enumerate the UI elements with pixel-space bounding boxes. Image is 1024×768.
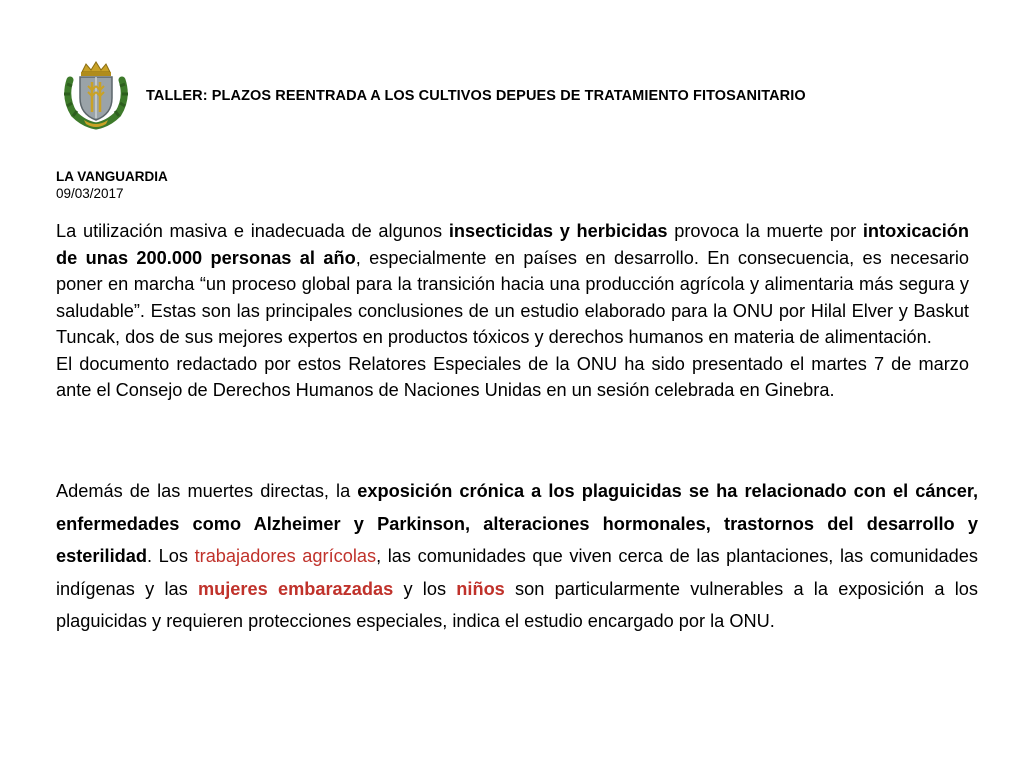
source-block xyxy=(56,168,168,202)
source-date: 09/03/2017 xyxy=(56,186,124,201)
article-body xyxy=(56,218,969,404)
highlight-workers: trabajadores agrícolas xyxy=(194,546,377,566)
paragraph-1-text: La utilización masiva e inadecuada de algunos xyxy=(56,221,449,241)
paragraph-3-text-3: , las comunidades que viven cerca de las plantaciones, las comunidades indígenas y las xyxy=(56,546,978,599)
paragraph-1 xyxy=(56,218,969,351)
paragraph-2: El documento redactado por estos Relatores Especiales de la ONU ha sido presentado el martes 7 de marzo ante el Consejo de Derechos Humanos de Naciones Unidas en un sesión celebrada en Ginebra. xyxy=(56,353,969,400)
page-title: TALLER: PLAZOS REENTRADA A LOS CULTIVOS DEPUES DE TRATAMIENTO FITOSANITARIO xyxy=(146,88,806,104)
paragraph-3 xyxy=(56,475,978,638)
paragraph-1-text-2: provoca la muerte por xyxy=(667,221,863,241)
highlight-children: niños xyxy=(456,578,505,599)
highlight-paragraph xyxy=(56,475,978,638)
paragraph-1-bold-2: intoxicación de unas 200.000 personas al año xyxy=(56,221,969,268)
highlight-pregnant-women: mujeres embarazadas xyxy=(197,578,394,599)
paragraph-3-text-4: y los xyxy=(393,578,457,599)
paragraph-1-text-3: , especialmente en países en desarrollo. En consecuencia, es necesario poner en marcha “un proceso global para la transición hacia una producción agrícola y alimentaria más segura y saludable”. Estas son las principales conclusiones de un estudio elaborado para la ONU por Hilal Elver y Baskut Tuncak, dos de sus mejores expertos en productos tóxicos y derechos humanos en materia de alimentación. xyxy=(56,247,969,347)
paragraph-3-text-5: son particularmente vulnerables a la exposición a los plaguicidas y requieren protecciones especiales, indica el estudio encargado por la ONU. xyxy=(56,578,978,631)
paragraph-3-bold: exposición crónica a los plaguicidas se ha relacionado con el cáncer, enfermedades como Alzheimer y Parkinson, alteraciones hormonales, trastornos del desarrollo y esterilidad xyxy=(56,481,979,566)
paragraph-1-bold-1: insecticidas y herbicidas xyxy=(448,221,668,241)
paragraph-3-text-2: . Los xyxy=(146,546,195,566)
source-name: LA VANGUARDIA xyxy=(56,169,168,184)
paragraph-3-text: Además de las muertes directas, la xyxy=(56,481,358,501)
coat-of-arms-icon xyxy=(60,58,132,130)
